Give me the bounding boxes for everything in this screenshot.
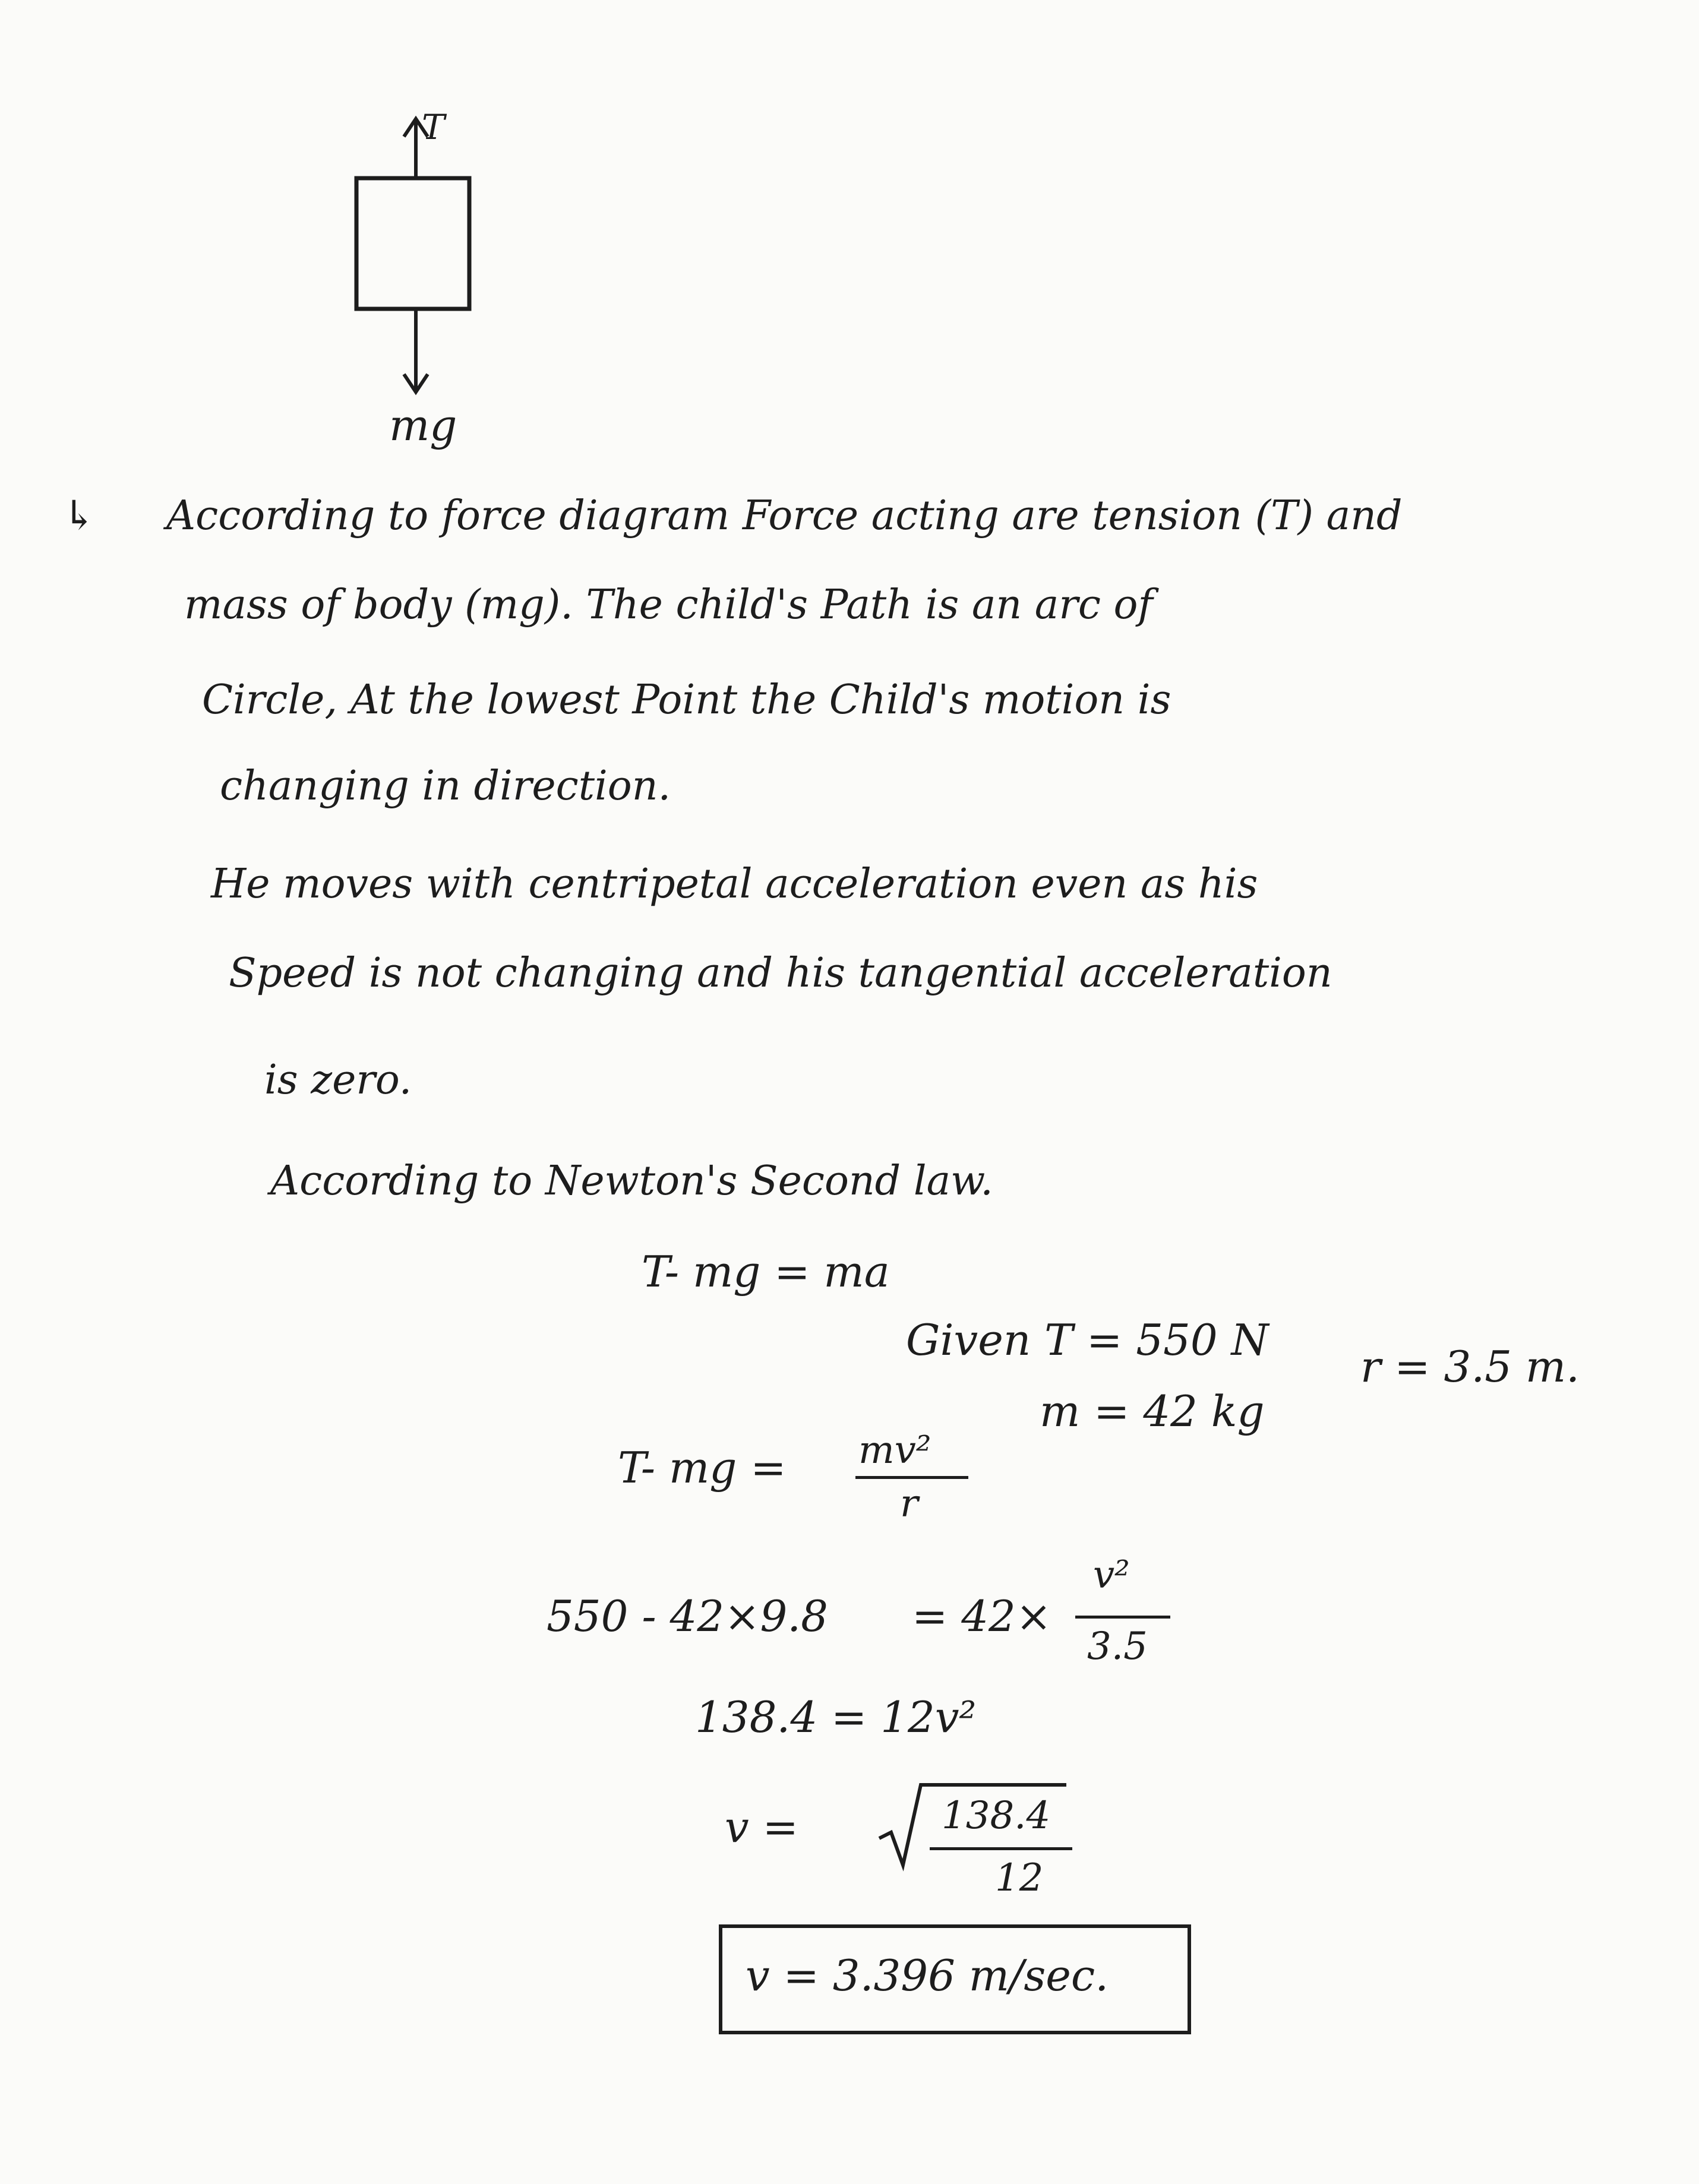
equation-3-left: 550 - 42×9.8 xyxy=(547,1591,828,1641)
equation-2-numerator: mv² xyxy=(858,1428,931,1472)
explanation-line-4: changing in direction. xyxy=(220,763,671,810)
explanation-line-3: Circle, At the lowest Point the Child's motion is xyxy=(202,677,1171,723)
equation-5-numerator: 138.4 xyxy=(942,1794,1051,1838)
explanation-line-6: Speed is not changing and his tangential acceleration xyxy=(229,950,1332,997)
explanation-line-1: According to force diagram Force acting are tension (T) and xyxy=(166,492,1403,539)
newton-law-heading: According to Newton's Second law. xyxy=(270,1158,993,1205)
equation-2-denominator: r xyxy=(900,1482,918,1526)
explanation-line-5: He moves with centripetal acceleration even as his xyxy=(211,861,1258,908)
equation-5-left: v = xyxy=(725,1802,798,1852)
body-box xyxy=(356,178,469,309)
equation-5-denominator: 12 xyxy=(995,1856,1044,1900)
equation-3-denominator: 3.5 xyxy=(1087,1624,1148,1668)
given-mass: m = 42 kg xyxy=(1040,1386,1265,1436)
bullet-arrow: ↳ xyxy=(62,492,96,539)
equation-1: T- mg = ma xyxy=(642,1247,890,1297)
weight-label: mg xyxy=(389,400,457,450)
explanation-line-2: mass of body (mg). The child's Path is an arc of xyxy=(184,581,1153,628)
equation-3-fraction-bar xyxy=(1075,1616,1170,1619)
equation-3-numerator: v² xyxy=(1093,1553,1130,1597)
given-tension: Given T = 550 N xyxy=(906,1315,1269,1365)
equation-3-middle: = 42× xyxy=(912,1591,1052,1641)
equation-5-fraction-bar xyxy=(930,1847,1072,1850)
equation-2-left: T- mg = xyxy=(618,1443,787,1493)
given-radius: r = 3.5 m. xyxy=(1360,1342,1580,1392)
tension-label: T xyxy=(422,107,445,147)
final-answer: v = 3.396 m/sec. xyxy=(746,1951,1109,2000)
equation-2-fraction-bar xyxy=(855,1476,968,1479)
explanation-line-7: is zero. xyxy=(264,1057,412,1104)
equation-4: 138.4 = 12v² xyxy=(695,1692,977,1742)
